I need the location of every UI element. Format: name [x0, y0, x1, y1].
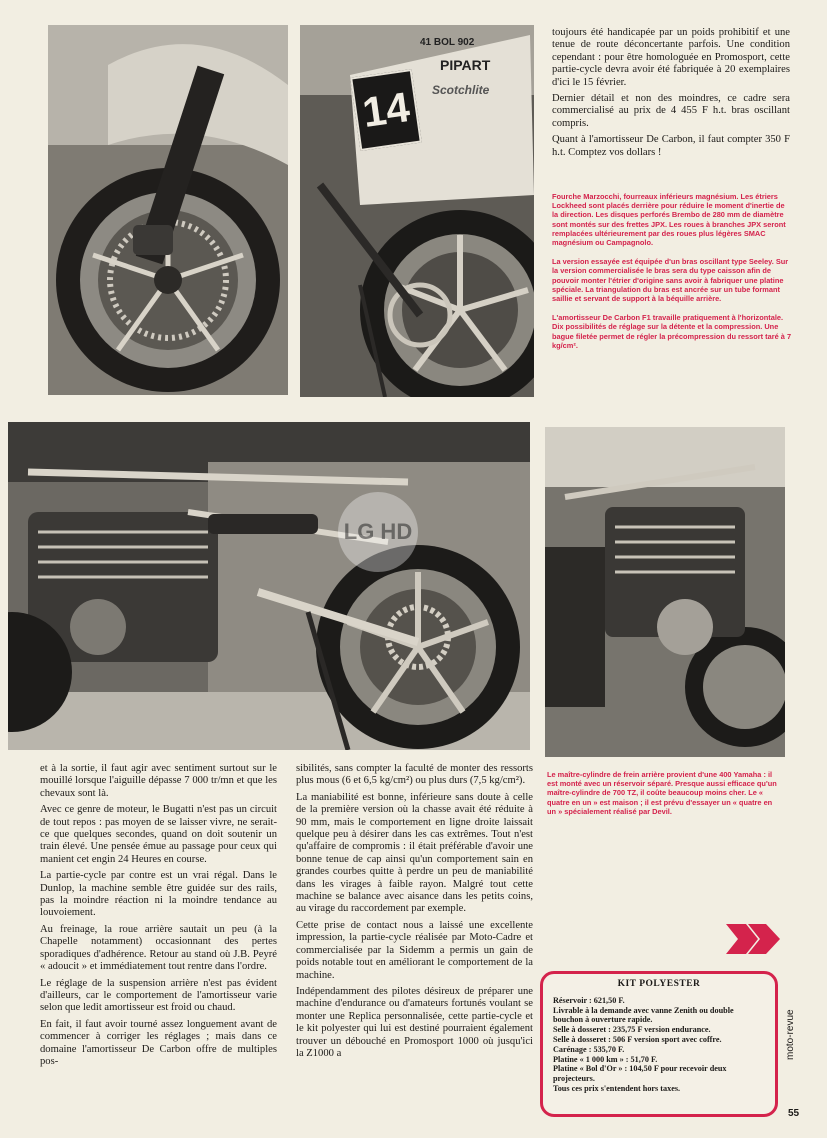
- kit-line: Carénage : 535,70 F.: [553, 1044, 625, 1054]
- rear-wheel-illustration: [300, 25, 534, 397]
- col2-paragraph-3: Cette prise de contact nous a laissé une excellente impression, la partie-cycle réalisée par Moto-Cadre et commercialisée par la Sidemm a permis un gain de poids notable tout en améliorant le comportement de la machine.: [296, 919, 533, 981]
- body-column-2: [296, 763, 533, 1064]
- top-captions: [552, 192, 792, 360]
- race-number: 14: [359, 82, 413, 137]
- col2-paragraph-1: sibilités, sans compter la faculté de monter des ressorts plus mous (6 et 6,5 kg/cm²) ou plus durs (7,5 kg/cm²).: [296, 763, 533, 787]
- watermark: [338, 492, 418, 572]
- plate-brand: PIPART: [440, 57, 491, 73]
- kit-line: Tous ces prix s'entendent hors taxes.: [553, 1083, 681, 1093]
- plate-registration: 41 BOL 902: [420, 37, 475, 48]
- kit-line: Réservoir : 621,50 F.: [553, 995, 625, 1005]
- bottom-caption: [547, 770, 783, 826]
- frame-photo: [8, 422, 530, 750]
- engine-illustration: [545, 427, 785, 757]
- top-paragraph-3: Quant à l'amortisseur De Carbon, il faut compter 350 F h.t. Comptez vos dollars !: [552, 134, 790, 158]
- col1-paragraph-5: Le réglage de la suspension arrière n'est pas évident d'ailleurs, car le comportement de l'amortisseur varie selon que ledit amortisseur est froid ou chaud.: [40, 977, 277, 1014]
- caption-shock: L'amortisseur De Carbon F1 travaille pratiquement à l'horizontale. Dix possibilités de réglage sur la détente et la compression. Une bague filetée permet de régler la précompression du ressort taré à 7 kg/cm².: [552, 313, 792, 350]
- race-number-plate: [350, 69, 422, 151]
- frame-illustration: [8, 422, 530, 750]
- top-right-column: [552, 27, 790, 163]
- col2-paragraph-2: La maniabilité est bonne, inférieure sans doute à celle de la première version où la chasse avait été réduite à 90 mm, mais le comportement en ligne droite laissait quelque peu à désirer dans les cas extrêmes. Tout n'est qu'affaire de compromis : il était préférable d'avoir une bonne tenue de cap ainsi qu'un comportement sain en grandes courbes quitte à perdre un peu de maniabilité dans les virages à faible rayon. Malgré tout cette machine se balance avec aisance dans les petits coins, au virage du raccordement par exemple.: [296, 791, 533, 915]
- col1-paragraph-4: Au freinage, la roue arrière sautait un peu (à la Chapelle notamment) occasionnant des pertes sporadiques d'adhérence. Retour au stand où J.B. Peyré « adoucit » et immédiatement tout rentre dans l'ordre.: [40, 923, 277, 973]
- magazine-logo-icon: [724, 918, 782, 960]
- kit-polyester-box: [540, 971, 778, 1117]
- caption-swingarm: La version essayée est équipée d'un bras oscillant type Seeley. Sur la version commercialisée le bras sera du type caisson afin de pouvoir monter l'étrier d'origine sans avoir à fabriquer une platine spéciale. La triangulation du bras est ancrée sur un tube formant saillie et servant de support à la béquille arrière.: [552, 257, 789, 304]
- front-wheel-photo: [48, 25, 288, 395]
- front-wheel-illustration: [48, 25, 288, 395]
- caption-fork: Fourche Marzocchi, fourreaux inférieurs magnésium. Les étriers Lockheed sont placés derrière pour réduire le moment d'inertie de la direction. Les disques perforés Brembo de 280 mm de diamètre sont montés sur des frettes JPX. Les roues à branches JPX seront remplacées ultérieurement par des roues plus légères SMAC magnésium ou Campagnolo.: [552, 192, 786, 248]
- page-number: 55: [788, 1108, 800, 1119]
- magazine-name: moto-revue: [785, 1009, 796, 1060]
- top-paragraph-2: Dernier détail et non des moindres, ce cadre sera commercialisé au prix de 4 455 F h.t. bras oscillant compris.: [552, 93, 790, 129]
- top-paragraph-1: toujours été handicapée par un poids prohibitif et une tenue de route déconcertante parfois. Une condition cependant : pour être homologuée en Promosport, cette partie-cycle devra avoir été fabriquée à 20 exemplaires d'ici le 15 février.: [552, 27, 790, 88]
- col2-paragraph-4: Indépendamment des pilotes désireux de préparer une machine d'endurance ou d'amateurs fortunés voulant se monter une Replica personnalisée, cette partie-cycle et le kit polyester qui lui est destiné pourraient également trouver un débouché en Promosport 1000 où jusqu'ici la Z1000 a: [296, 985, 533, 1059]
- plate-sponsor: Scotchlite: [432, 83, 490, 97]
- body-column-1: [40, 763, 277, 1072]
- kit-line: Livrable à la demande avec vanne Zenith ou double bouchon à ouverture rapide.: [553, 1005, 734, 1025]
- col1-paragraph-6: En fait, il faut avoir tourné assez longuement avant de commencer à corriger les réglages ; mais dans ce domaine l'amortisseur De Carbon offre de multiples pos-: [40, 1018, 277, 1067]
- caption-master-cylinder: Le maître-cylindre de frein arrière provient d'une 400 Yamaha : il est monté avec un réservoir séparé. Presque aussi efficace qu'un maître-cylindre de 700 TZ, il coûte beaucoup moins cher. Le « quatre en un » est maison ; il est prévu d'essayer un « quatre en un » spécialement réalisé par Devil.: [547, 770, 777, 816]
- engine-photo: [545, 427, 785, 757]
- kit-line: Platine « Bol d'Or » : 104,50 F pour recevoir deux projecteurs.: [553, 1064, 727, 1084]
- watermark-text: LG HD: [343, 519, 413, 544]
- kit-line: Selle à dosseret : 235,75 F version endurance.: [553, 1025, 711, 1035]
- rear-fairing-photo: [300, 25, 534, 397]
- col1-paragraph-3: La partie-cycle par contre est un vrai régal. Dans le Dunlop, la machine semble être guidée sur des rails, pas la moindre réaction ni la moindre tendance au louvoiement.: [40, 870, 277, 919]
- kit-line: Selle à dosseret : 506 F version sport avec coffre.: [553, 1034, 722, 1044]
- kit-line: Platine « 1 000 km » : 51,70 F.: [553, 1054, 658, 1064]
- col1-paragraph-1: et à la sortie, il faut agir avec sentiment surtout sur le mouillé lorsque l'aiguille dépasse 7 000 tr/mn et que les chevaux sont là.: [40, 763, 277, 799]
- col1-paragraph-2: Avec ce genre de moteur, le Bugatti n'est pas un circuit de tout repos : pas moyen de se laisser vivre, ne serait-ce que quelques secondes, quand on doit soutenir un train élevé. Une pensée émue au passage pour ceux qui manient cet engin 24 Heures en course.: [40, 804, 277, 865]
- kit-title: KIT POLYESTER: [617, 979, 701, 989]
